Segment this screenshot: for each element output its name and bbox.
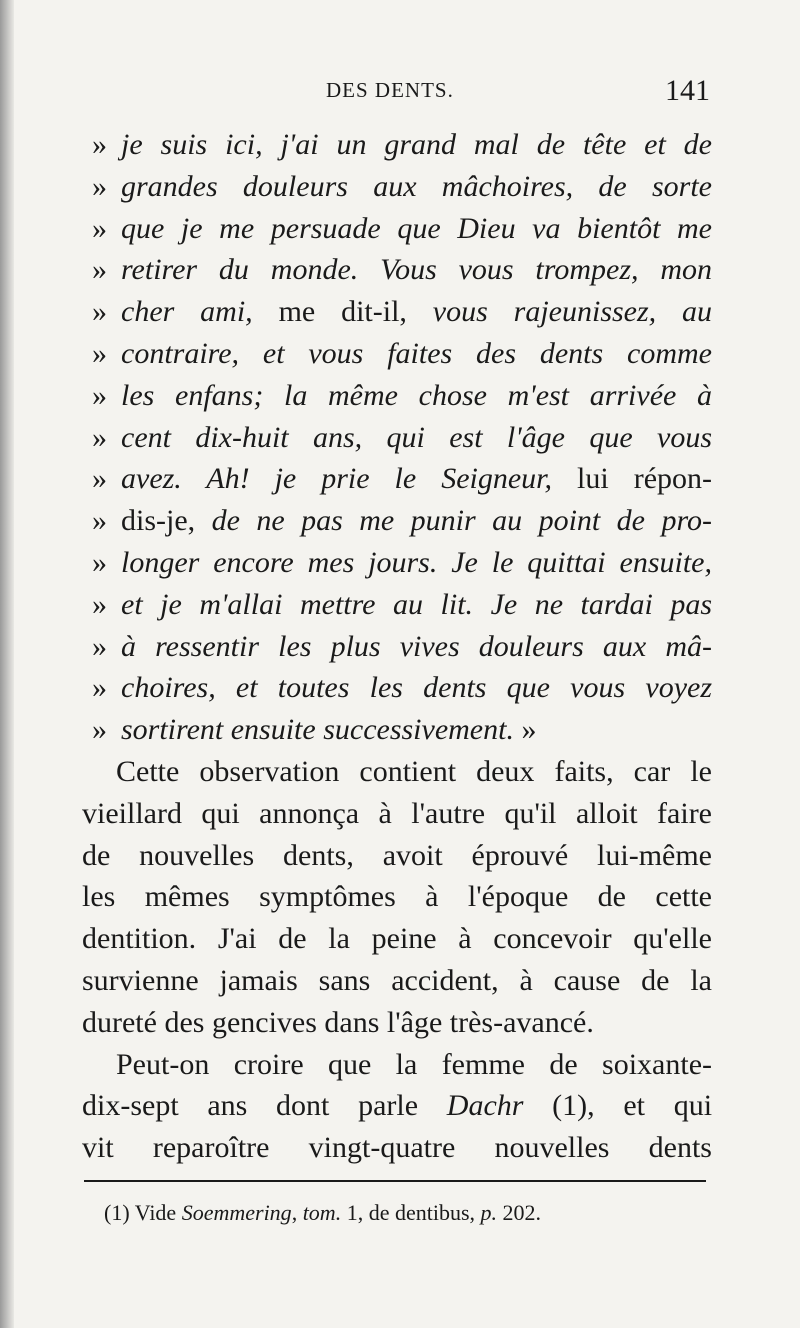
roman-text: dix-sept ans dont parle [82, 1089, 419, 1123]
quote-text: à ressentir les plus vives douleurs aux mâ- [121, 629, 712, 663]
running-head: DES DENTS. [326, 78, 454, 102]
quote-text: les enfans; la même chose m'est arrivée à [121, 378, 712, 412]
quote-mark: » [92, 295, 107, 329]
footnote-rule [84, 1180, 706, 1182]
text-line: vit reparoître vingt-quatre nouvelles dents [82, 1131, 712, 1165]
text-line [82, 500, 712, 542]
text-line [82, 626, 712, 668]
quote-text: vous rajeunissez, au [432, 295, 712, 329]
text-line [82, 249, 712, 291]
footnote [104, 1200, 541, 1226]
author-name: Dachr [446, 1089, 524, 1123]
text-line: dureté des gencives dans l'âge très-avancé. [82, 1005, 594, 1039]
quote-mark: » [92, 420, 107, 454]
text-line [82, 333, 712, 375]
quote-mark: » [92, 629, 107, 663]
quote-mark: » [92, 713, 107, 747]
quote-text: retirer du monde. Vous vous trompez, mon [121, 253, 712, 287]
roman-text: dis-je, [121, 504, 196, 538]
footnote-text: , [291, 1200, 298, 1225]
text-line: survienne jamais sans accident, à cause de la [82, 963, 712, 997]
quote-text: cher ami, [121, 295, 253, 329]
text-line: Cette observation contient deux faits, car le [116, 754, 712, 788]
footnote-text: tom. [302, 1200, 342, 1225]
quote-mark: » [92, 378, 107, 412]
quote-mark: » [92, 169, 107, 203]
quote-mark: » [92, 504, 107, 538]
page-header [0, 74, 800, 114]
quote-mark: » [92, 128, 107, 161]
footnote-text: 1, de dentibus, [346, 1200, 476, 1225]
quote-text: je suis ici, j'ai un grand mal de tête et de [121, 128, 712, 161]
quote-text: de ne pas me punir au point de pro- [211, 504, 712, 538]
roman-text: lui répon- [577, 462, 712, 496]
text-line [82, 667, 712, 709]
page-number: 141 [665, 74, 710, 107]
text-line: vieillard qui annonça à l'autre qu'il alloit faire [82, 796, 712, 830]
text-line: dentition. J'ai de la peine à concevoir qu'elle [82, 922, 712, 956]
quote-text: que je me persuade que Dieu va bientôt me [121, 211, 712, 245]
quote-mark: » [92, 671, 107, 705]
text-line [82, 584, 712, 626]
text-line [82, 208, 712, 250]
footnote-text: p. [480, 1200, 498, 1225]
quote-text: cent dix-huit ans, qui est l'âge que vous [121, 420, 712, 454]
footnote-text: 202. [502, 1200, 542, 1225]
quote-text: choires, et toutes les dents que vous voyez [121, 671, 712, 705]
text-line: les mêmes symptômes à l'époque de cette [82, 880, 712, 914]
text-line: Peut-on croire que la femme de soixante- [116, 1047, 712, 1081]
quote-mark: » [92, 462, 107, 496]
footnote-text: (1) Vide [104, 1200, 177, 1225]
quote-text: avez. Ah! je prie le Seigneur, [121, 462, 553, 496]
quote-mark: » [92, 587, 107, 621]
text-line [82, 458, 712, 500]
text-line [82, 375, 712, 417]
text-line [82, 1085, 712, 1127]
quote-text: et je m'allai mettre au lit. Je ne tardai pas [121, 587, 712, 621]
quote-mark: » [92, 211, 107, 245]
text-line [82, 291, 712, 333]
text-line: de nouvelles dents, avoit éprouvé lui-même [82, 838, 712, 872]
text-line [82, 417, 712, 459]
quote-mark: » [92, 253, 107, 287]
gutter-shadow [0, 0, 14, 1328]
roman-text: (1), et qui [552, 1089, 712, 1123]
quote-mark: » [92, 336, 107, 370]
closing-quote-mark: » [521, 713, 537, 747]
text-line [82, 709, 712, 751]
roman-text: me dit-il, [278, 295, 407, 329]
quote-mark: » [92, 545, 107, 579]
quote-text: longer encore mes jours. Je le quittai ensuite, [121, 545, 712, 579]
footnote-author: Soemmering [181, 1200, 292, 1225]
quote-text: grandes douleurs aux mâchoires, de sorte [121, 169, 712, 203]
quote-text: contraire, et vous faites des dents comme [121, 336, 712, 370]
quote-text: sortirent ensuite successivement. [121, 713, 514, 747]
text-line [82, 124, 712, 166]
text-line [82, 166, 712, 208]
body-text [82, 124, 712, 1169]
text-line [82, 542, 712, 584]
